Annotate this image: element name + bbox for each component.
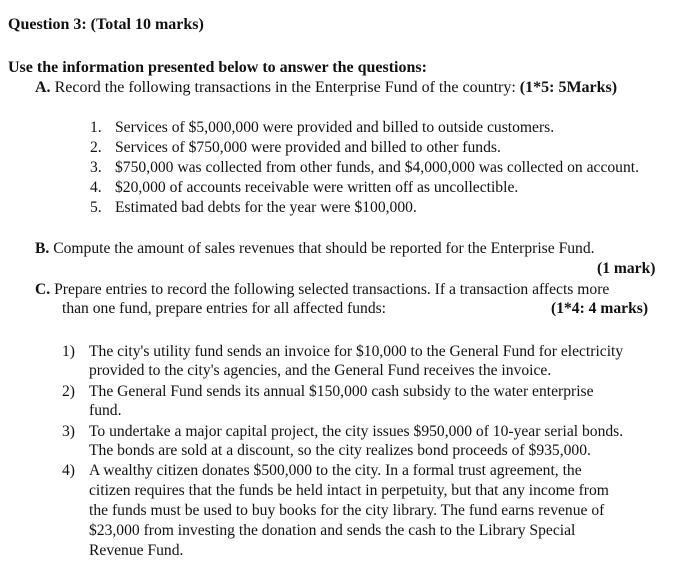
part-c-item-line: The city's utility fund sends an invoice for $10,000 to the General Fund for electricity xyxy=(89,343,624,360)
part-a-heading xyxy=(35,79,617,97)
part-a-item: 2. Services of $750,000 were provided and billed to other funds. xyxy=(90,139,501,156)
part-c-item-line: citizen requires that the funds be held intact in perpetuity, but that any income from xyxy=(89,482,609,499)
part-c-item-line: The bonds are sold at a discount, so the city realizes bond proceeds of $935,000. xyxy=(89,442,591,459)
part-c-item-line: The General Fund sends its annual $150,000 cash subsidy to the water enterprise xyxy=(89,383,594,400)
part-c-item-number: 2) xyxy=(62,383,75,400)
part-a-item: 5. Estimated bad debts for the year were $100,000. xyxy=(90,199,417,216)
part-b-text: Compute the amount of sales revenues that should be reported for the Enterprise Fund. xyxy=(53,240,595,257)
part-c-item-line: A wealthy citizen donates $500,000 to the city. In a formal trust agreement, the xyxy=(89,462,582,479)
part-c-marks: (1*4: 4 marks) xyxy=(551,300,649,317)
part-c-item-line: $23,000 from investing the donation and sends the cash to the Library Special xyxy=(89,522,576,539)
question-title: Question 3: (Total 10 marks) xyxy=(8,16,204,33)
part-a-item: 3. $750,000 was collected from other funds, and $4,000,000 was collected on account. xyxy=(90,159,639,176)
part-a-item: 1. Services of $5,000,000 were provided and billed to outside customers. xyxy=(90,119,555,136)
part-c-item-line: fund. xyxy=(89,402,122,419)
part-a-marks: (1*5: 5Marks) xyxy=(519,79,618,96)
part-c-item-line: To undertake a major capital project, the city issues $950,000 of 10-year serial bonds. xyxy=(89,423,624,440)
part-c-item-line: provided to the city's agencies, and the General Fund receives the invoice. xyxy=(89,362,552,379)
part-b-heading xyxy=(35,240,595,258)
part-a-item: 4. $20,000 of accounts receivable were written off as uncollectible. xyxy=(90,179,519,196)
part-b-marks: (1 mark) xyxy=(597,260,656,277)
part-c-heading xyxy=(35,281,609,299)
part-c-item-number: 4) xyxy=(62,462,75,479)
part-b-letter: B. xyxy=(35,240,50,257)
instruction-text: Use the information presented below to answer the questions: xyxy=(8,59,427,76)
part-c-item-line: Revenue Fund. xyxy=(89,542,184,559)
part-a-text: Record the following transactions in the Enterprise Fund of the country: xyxy=(54,79,516,96)
part-c-text-line1: Prepare entries to record the following selected transactions. If a transaction affects more xyxy=(54,281,610,298)
part-c-item-number: 1) xyxy=(62,343,75,360)
part-c-text-line2: than one fund, prepare entries for all affected funds: xyxy=(62,300,387,317)
part-c-item-line: the funds must be used to buy books for the city library. The fund earns revenue of xyxy=(89,502,605,519)
part-c-item-number: 3) xyxy=(62,423,75,440)
part-a-letter: A. xyxy=(35,79,51,96)
part-c-letter: C. xyxy=(35,281,51,298)
